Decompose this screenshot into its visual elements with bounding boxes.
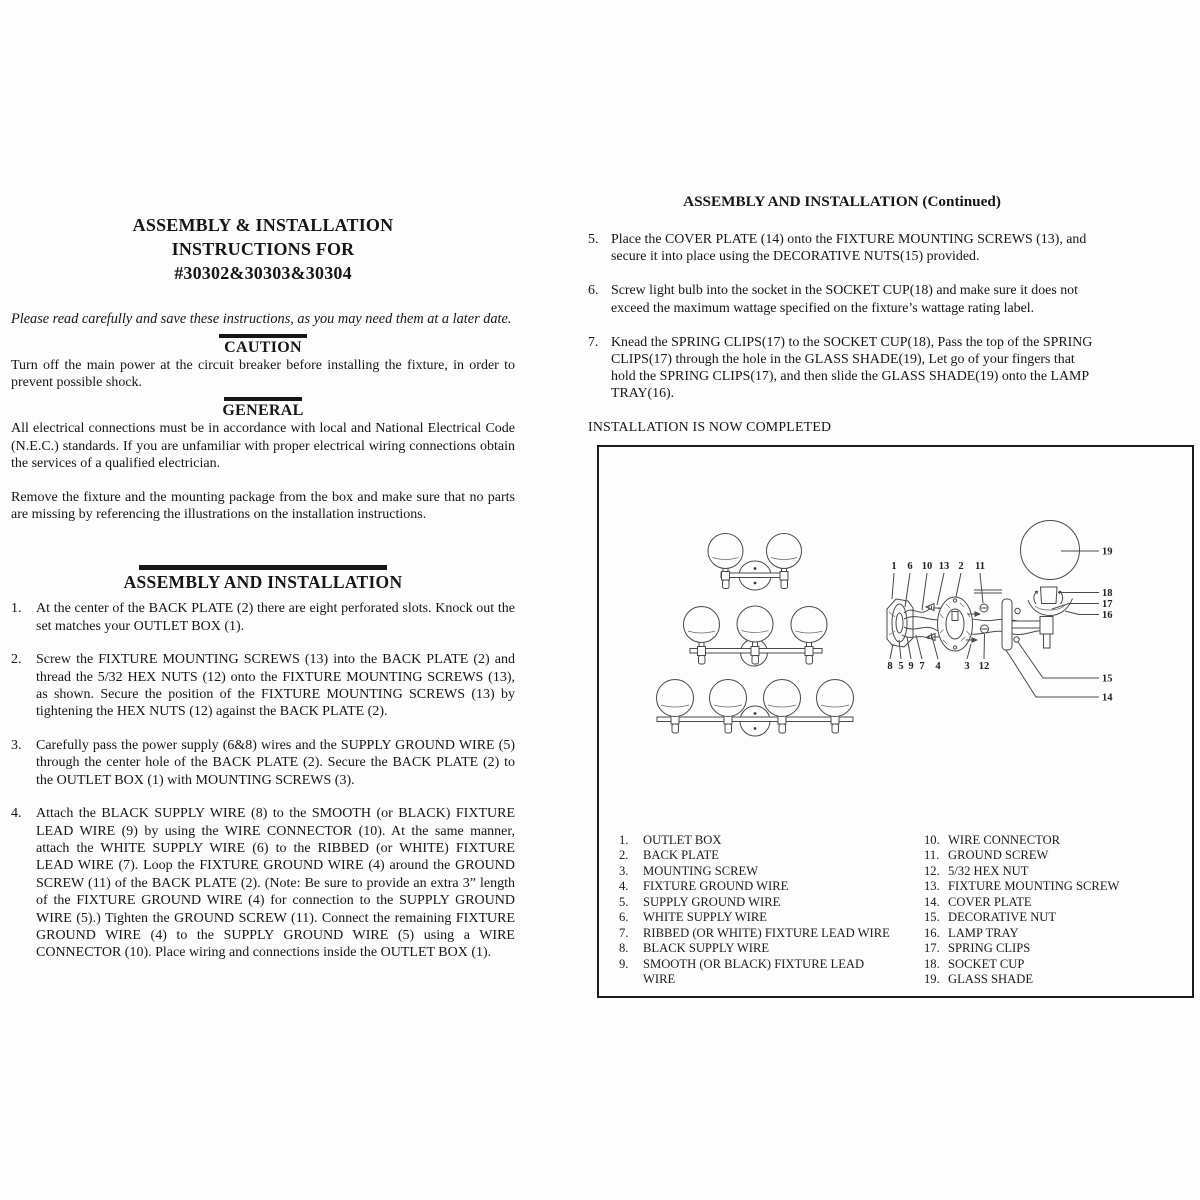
parts-list-col1 xyxy=(619,833,915,988)
title-line-2: INSTRUCTIONS FOR xyxy=(171,239,355,259)
general-text-2: Remove the fixture and the mounting package from the box and make sure that no parts are missing by referencing the illustrations on the installation instructions. xyxy=(11,489,515,523)
callout-9: 9 xyxy=(908,661,914,672)
step-text: Carefully pass the power supply (6&8) wires and the SUPPLY GROUND WIRE (5) through the center hole of the BACK PLATE (2). Secure the BACK PLATE (2) to the OUTLET BOX (1) with MOUNTING SCREWS (3). xyxy=(36,737,515,788)
part-label-continued: WIRE xyxy=(643,972,676,987)
part-label: WIRE CONNECTOR xyxy=(948,833,1061,847)
callout-19: 19 xyxy=(1102,546,1113,558)
part-number: 1. xyxy=(619,833,629,847)
step-text: Screw the FIXTURE MOUNTING SCREWS (13) into the BACK PLATE (2) and thread the 5/32 HEX NUTS (12) onto the FIXTURE MOUNTING SCREWS (13), as shown. Secure the position of the FIXTURE MOUNTING SCREWS (13) by tightening the HEX NUTS (12) against the BACK PLATE (2). xyxy=(36,652,515,720)
callout-15: 15 xyxy=(1102,673,1113,685)
part-label: MOUNTING SCREW xyxy=(643,863,759,878)
part-number: 2. xyxy=(619,848,629,863)
step-item-2 xyxy=(11,651,515,721)
fixture-2-light-illustration xyxy=(708,534,802,591)
step-item-6 xyxy=(588,282,1096,316)
callout-11: 11 xyxy=(975,561,985,572)
left-column xyxy=(11,213,515,978)
part-number: 16. xyxy=(924,925,940,940)
part-item-2 xyxy=(619,848,915,863)
part-number: 17. xyxy=(924,941,940,956)
step-number: 5. xyxy=(588,232,599,247)
callout-18: 18 xyxy=(1102,588,1113,599)
step-number: 4. xyxy=(11,806,22,822)
callout-14: 14 xyxy=(1102,692,1113,704)
step-text: Knead the SPRING CLIPS(17) to the SOCKET CUP(18), Pass the top of the SPRING CLIPS(17) through the hole in the GLASS SHADE(19), Let go of your fingers that hold the SPRING CLIPS(17), and then slide the GLASS SHADE(19) onto the LAMP TRAY(16). xyxy=(611,334,1093,402)
part-label: GLASS SHADE xyxy=(948,972,1034,987)
callout-5: 5 xyxy=(898,661,904,672)
part-number: 9. xyxy=(619,956,629,971)
part-number: 12. xyxy=(924,863,940,878)
part-item-4 xyxy=(619,879,915,894)
part-item-9 xyxy=(619,957,915,972)
part-item-7 xyxy=(619,926,915,941)
title-line-1: ASSEMBLY & INSTALLATION xyxy=(132,215,394,235)
part-number: 19. xyxy=(924,972,940,987)
part-number: 14. xyxy=(924,894,940,909)
callout-6: 6 xyxy=(907,561,913,572)
part-label: 5/32 HEX NUT xyxy=(948,863,1029,878)
part-label: FIXTURE GROUND WIRE xyxy=(643,879,789,894)
assembly-heading: ASSEMBLY AND INSTALLATION xyxy=(123,572,403,593)
caution-heading: CAUTION xyxy=(224,338,302,356)
part-item-8 xyxy=(619,941,915,956)
caution-rule xyxy=(219,334,307,338)
callout-12: 12 xyxy=(978,661,990,672)
part-item-18 xyxy=(924,957,1186,972)
part-label: OUTLET BOX xyxy=(643,833,722,847)
step-item-1 xyxy=(11,600,515,635)
part-label: DECORATIVE NUT xyxy=(948,910,1057,925)
part-label: LAMP TRAY xyxy=(948,925,1019,940)
part-number: 18. xyxy=(924,956,940,971)
part-item-5 xyxy=(619,895,915,910)
step-text: Screw light bulb into the socket in the SOCKET CUP(18) and make sure it does not exceed the maximum wattage specified on the fixture’s wattage rating label. xyxy=(611,283,1078,316)
part-item-1 xyxy=(619,833,915,848)
step-item-4 xyxy=(11,805,515,962)
part-label: SMOOTH (OR BLACK) FIXTURE LEAD xyxy=(643,956,865,971)
part-number: 4. xyxy=(619,879,629,894)
step-number: 6. xyxy=(588,283,599,299)
part-number: 8. xyxy=(619,941,629,956)
part-item-17 xyxy=(924,941,1186,956)
part-number: 7. xyxy=(619,925,629,940)
part-item-10 xyxy=(924,833,1186,848)
part-label: FIXTURE MOUNTING SCREW xyxy=(948,879,1120,894)
step-text: At the center of the BACK PLATE (2) there are eight perforated slots. Knock out the set matches your OUTLET BOX (1). xyxy=(36,601,515,634)
completed-note: INSTALLATION IS NOW COMPLETED xyxy=(588,419,832,435)
step-number: 7. xyxy=(588,334,599,350)
part-label: BLACK SUPPLY WIRE xyxy=(643,941,770,956)
doc-title xyxy=(11,213,515,285)
callout-3: 3 xyxy=(964,661,970,672)
assembly-rule xyxy=(139,565,387,570)
part-label: SUPPLY GROUND WIRE xyxy=(643,894,781,909)
part-label: WHITE SUPPLY WIRE xyxy=(643,910,767,925)
intro-note: Please read carefully and save these instructions, as you may need them at a later date. xyxy=(11,311,512,327)
part-item-14 xyxy=(924,895,1186,910)
right-column xyxy=(588,193,1096,436)
part-item-12 xyxy=(924,864,1186,879)
part-number: 13. xyxy=(924,879,940,894)
step-number: 2. xyxy=(11,652,22,668)
step-number: 3. xyxy=(11,737,22,753)
part-item-13 xyxy=(924,879,1186,894)
callout-13: 13 xyxy=(938,561,950,572)
step-item-3 xyxy=(11,737,515,789)
callout-8: 8 xyxy=(887,661,893,672)
fixture-4-light-illustration xyxy=(657,680,854,737)
continued-heading: ASSEMBLY AND INSTALLATION (Continued) xyxy=(683,193,1001,210)
part-number: 3. xyxy=(619,863,629,878)
step-text: Place the COVER PLATE (14) onto the FIXTURE MOUNTING SCREWS (13), and secure it into place using the DECORATIVE NUTS(15) provided. xyxy=(611,232,1087,265)
general-text-1: All electrical connections must be in accordance with local and National Electrical Code (N.E.C.) standards. If you are unfamiliar with proper electrical wiring connections obtain the services of a qualified electrician. xyxy=(11,421,515,472)
part-item-6 xyxy=(619,910,915,925)
part-number: 11. xyxy=(924,848,940,863)
callout-7: 7 xyxy=(919,661,925,672)
parts-list-col2 xyxy=(924,833,1186,988)
assembly-steps xyxy=(11,600,515,961)
part-number: 15. xyxy=(924,910,940,925)
part-label: BACK PLATE xyxy=(643,848,719,863)
step-number: 1. xyxy=(11,601,22,617)
callout-16: 16 xyxy=(1102,610,1113,621)
part-number: 6. xyxy=(619,910,629,925)
step-text: Attach the BLACK SUPPLY WIRE (8) to the SMOOTH (or BLACK) FIXTURE LEAD WIRE (9) by using the WIRE CONNECTOR (10). At the same manner, attach the WHITE SUPPLY WIRE (6) to the RIBBED (or WHITE) FIXTURE LEAD WIRE (7). Loop the FIXTURE GROUND WIRE (4) around the GROUND SCREW (11) of the BACK PLATE (2). (Note: Be sure to provide an extra 3” length of the FIXTURE GROUND WIRE (4) for connection to the SUPPLY GROUND WIRE (5).) Tighten the GROUND SCREW (11). Connect the remaining FIXTURE GROUND WIRE (4) to the SUPPLY GROUND WIRE (5) using a WIRE CONNECTOR (10). Place wiring and connections inside the OUTLET BOX (1). xyxy=(36,806,515,961)
fixture-3-light-illustration xyxy=(684,606,828,666)
part-label: SOCKET CUP xyxy=(948,956,1025,971)
general-heading: GENERAL xyxy=(222,402,304,420)
part-label: RIBBED (OR WHITE) FIXTURE LEAD WIRE xyxy=(643,925,890,940)
title-line-3: #30302&30303&30304 xyxy=(174,263,352,283)
part-label: COVER PLATE xyxy=(948,894,1032,909)
part-item-3 xyxy=(619,864,915,879)
part-label: GROUND SCREW xyxy=(948,848,1049,863)
part-number: 5. xyxy=(619,894,629,909)
callout-numbers xyxy=(887,547,1113,704)
general-rule xyxy=(224,397,302,401)
callout-10: 10 xyxy=(921,561,933,572)
part-item-15 xyxy=(924,910,1186,925)
step-item-5 xyxy=(588,231,1096,265)
part-number: 10. xyxy=(924,833,940,847)
callout-2: 2 xyxy=(958,561,964,572)
caution-text: Turn off the main power at the circuit breaker before installing the fixture, in order to prevent possible shock. xyxy=(11,357,515,390)
part-item-11 xyxy=(924,848,1186,863)
diagram-box xyxy=(597,445,1194,998)
callout-17: 17 xyxy=(1102,599,1113,610)
part-item-19 xyxy=(924,972,1186,987)
callout-4: 4 xyxy=(935,661,941,672)
callout-1: 1 xyxy=(891,561,897,572)
step-item-7 xyxy=(588,334,1096,403)
exploded-assembly-diagram xyxy=(887,521,1080,652)
part-item-16 xyxy=(924,926,1186,941)
part-label: SPRING CLIPS xyxy=(948,941,1031,956)
